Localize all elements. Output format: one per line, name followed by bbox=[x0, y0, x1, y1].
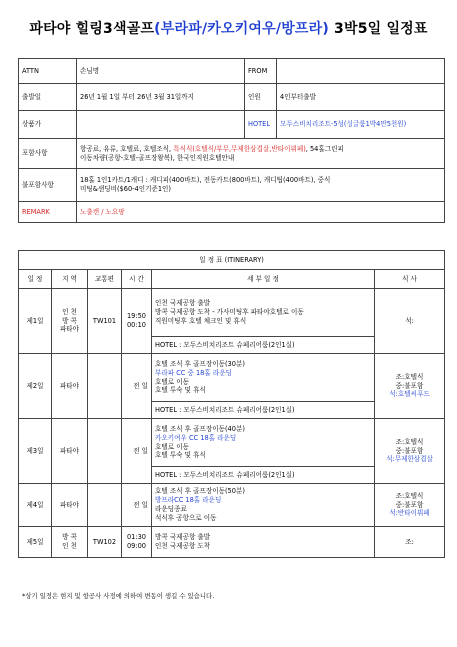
departure-value: 26년 1월 1일 부터 26년 3월 31일까지 bbox=[77, 84, 245, 111]
itinerary-day-row bbox=[19, 484, 445, 527]
meals-cell bbox=[375, 484, 445, 527]
header-details: 세 부 일 정 bbox=[152, 270, 375, 289]
details-cell bbox=[152, 289, 375, 337]
meal-line: 조:호텔식 bbox=[395, 372, 424, 381]
attn-label: ATTN bbox=[19, 59, 77, 84]
time-cell: 전 일 bbox=[122, 419, 152, 484]
from-value bbox=[277, 59, 445, 84]
details-cell bbox=[152, 484, 375, 527]
day-cell: 제3일 bbox=[19, 419, 52, 484]
details-line: 호텔로 이동 bbox=[155, 377, 189, 386]
transport-cell bbox=[88, 484, 122, 527]
meal-line: 조:호텔식 bbox=[395, 437, 424, 446]
header-meals: 식 사 bbox=[375, 270, 445, 289]
title-prefix: 파타야 힐링3색골프 bbox=[29, 21, 155, 37]
details-line: 카오키여우 CC 18홀 라운딩 bbox=[155, 433, 237, 442]
transport-cell bbox=[88, 419, 122, 484]
meals-cell bbox=[375, 527, 445, 558]
time-cell: 19:50 00:10 bbox=[122, 289, 152, 354]
excluded-line1: 18홀 1인1카트/1캐디 : 캐디피(400바트), 전동카트(800바트), 캐디팁(400바트), 중식 bbox=[80, 176, 331, 185]
excluded-label: 불포함사항 bbox=[19, 169, 77, 202]
price-label: 상품가 bbox=[19, 111, 77, 139]
meal-line: 조:호텔식 bbox=[395, 491, 424, 500]
region-cell: 인 천 방 콕 파타야 bbox=[52, 289, 88, 354]
excluded-value bbox=[77, 169, 445, 202]
meals-cell bbox=[375, 289, 445, 354]
meals-cell bbox=[375, 419, 445, 484]
day-cell: 제4일 bbox=[19, 484, 52, 527]
header-time: 시 간 bbox=[122, 270, 152, 289]
details-line: 호텔 조식 후 골프장이동(40분) bbox=[155, 424, 245, 433]
time-cell: 전 일 bbox=[122, 484, 152, 527]
itinerary-day-row bbox=[19, 419, 445, 467]
details-line: 라운딩종료 bbox=[155, 505, 187, 513]
info-table bbox=[18, 58, 445, 223]
title-suffix: 3박5일 일정표 bbox=[328, 21, 428, 37]
region-cell: 방 콕 인 천 bbox=[52, 527, 88, 558]
itinerary-note: *상기 일정은 현지 및 항공사 사정에 의하여 변동이 생길 수 있습니다. bbox=[22, 592, 215, 600]
included-line2: 이동차량(공항-호텔-골프장왕복), 한국인직원호텔안내 bbox=[80, 153, 235, 162]
remark-value: 노출캔 / 노요팡 bbox=[77, 202, 445, 223]
meal-line: 석:반타이뷔페 bbox=[389, 509, 430, 518]
details-cell bbox=[152, 527, 375, 558]
details-line: 호텔 투숙 및 휴식 bbox=[155, 386, 206, 395]
price-value bbox=[77, 111, 245, 139]
hotel-value: 모두스비치리조트-5성(싱글룸1박4만5천원) bbox=[277, 111, 445, 139]
departure-label: 출발일 bbox=[19, 84, 77, 111]
excluded-line2: 미팅&샌딩비($60-4인기준1인) bbox=[80, 185, 171, 193]
region-cell: 파타야 bbox=[52, 354, 88, 419]
day-cell: 제1일 bbox=[19, 289, 52, 354]
header-day: 일 정 bbox=[19, 270, 52, 289]
details-line: 석식후 공항으로 이동 bbox=[155, 513, 217, 522]
time-cell: 전 일 bbox=[122, 354, 152, 419]
itinerary-section-title: 일 정 표 (ITINERARY) bbox=[19, 251, 445, 270]
meal-line: 석:호텔씨푸드 bbox=[389, 390, 430, 399]
remark-label: REMARK bbox=[19, 202, 77, 223]
region-cell: 파타야 bbox=[52, 484, 88, 527]
itinerary-day-row bbox=[19, 289, 445, 337]
meals-cell bbox=[375, 354, 445, 419]
transport-cell: TW102 bbox=[88, 527, 122, 558]
hotel-cell: HOTEL : 모두스비치리조트 슈페리어룸(2인1실) bbox=[152, 467, 375, 484]
details-line: 인천 국제공항 도착 bbox=[155, 542, 211, 550]
time-cell: 01:30 09:00 bbox=[122, 527, 152, 558]
region-cell: 파타야 bbox=[52, 419, 88, 484]
meal-line: 석:무제한삼겹살 bbox=[386, 455, 433, 464]
title-highlight: (부라파/카오키여우/방프라) bbox=[154, 21, 329, 37]
details-line: 직원미팅후 호텔 체크인 및 휴식 bbox=[155, 316, 247, 325]
meal-line: 중:불포함 bbox=[395, 500, 424, 509]
details-line: 방프라CC 18홀 라운딩 bbox=[155, 496, 222, 505]
details-line: 방콕 국제공항 도착 - 가사미팅후 파타야호텔로 이동 bbox=[155, 308, 304, 317]
included-value bbox=[77, 139, 445, 169]
page-title bbox=[0, 18, 457, 38]
itinerary-day-row bbox=[19, 527, 445, 558]
meal-line: 조: bbox=[405, 537, 414, 546]
included-line1: 항공료, 유류, 호텔료, 호텔조식, 특식식(호텔식/부무,무제한삼겹살,반타이뷔페), 54홀그린피 bbox=[80, 144, 344, 153]
attn-value: 손님명 bbox=[77, 59, 245, 84]
itinerary-day-row bbox=[19, 354, 445, 402]
hotel-cell: HOTEL : 모두스비치리조트 슈페리어룸(2인1실) bbox=[152, 402, 375, 419]
header-transport: 교통편 bbox=[88, 270, 122, 289]
details-line: 방콕 국제공항 출발 bbox=[155, 533, 211, 542]
from-label: FROM bbox=[245, 59, 277, 84]
day-cell: 제2일 bbox=[19, 354, 52, 419]
itinerary-table bbox=[18, 250, 445, 558]
hotel-cell: HOTEL : 모두스비치리조트 슈페리어룸(2인1실) bbox=[152, 337, 375, 354]
hotel-label: HOTEL bbox=[245, 111, 277, 139]
details-cell bbox=[152, 354, 375, 402]
transport-cell bbox=[88, 354, 122, 419]
meal-line: 중:불포함 bbox=[395, 381, 424, 390]
persons-value: 4인부터출발 bbox=[277, 84, 445, 111]
details-line: 호텔 투숙 및 휴식 bbox=[155, 451, 206, 460]
transport-cell: TW101 bbox=[88, 289, 122, 354]
included-label: 포함사항 bbox=[19, 139, 77, 169]
header-region: 지 역 bbox=[52, 270, 88, 289]
itinerary-body bbox=[19, 289, 445, 558]
persons-label: 인원 bbox=[245, 84, 277, 111]
details-line: 인천 국제공항 출발 bbox=[155, 299, 211, 308]
meal-line: 중:불포함 bbox=[395, 446, 424, 455]
details-cell bbox=[152, 419, 375, 467]
details-line: 호텔로 이동 bbox=[155, 442, 189, 451]
details-line: 호텔 조식 후 골프장이동(30분) bbox=[155, 359, 245, 368]
details-line: 호텔 조식 후 골프장이동(50분) bbox=[155, 487, 245, 496]
day-cell: 제5일 bbox=[19, 527, 52, 558]
itinerary-header-row bbox=[19, 270, 445, 289]
meal-line: 석: bbox=[405, 316, 414, 325]
details-line: 부라파 CC 중 18홀 라운딩 bbox=[155, 368, 232, 377]
